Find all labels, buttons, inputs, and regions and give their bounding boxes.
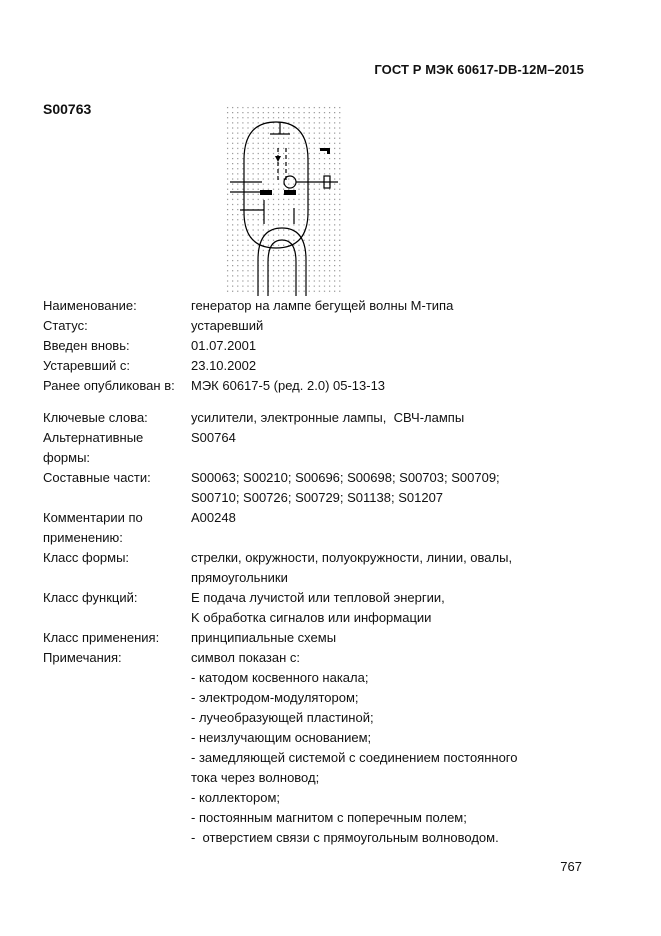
property-value [191, 356, 603, 376]
property-value-line: A00248 [191, 510, 236, 525]
properties-group-main [43, 296, 603, 396]
property-value [191, 336, 603, 356]
beam-plate [260, 190, 272, 195]
property-value-line: генератор на лампе бегущей волны М-типа [191, 298, 454, 313]
property-row [43, 468, 603, 508]
property-value-line: S00710; S00726; S00729; S01138; S01207 [191, 490, 444, 505]
property-label: Составные части: [43, 470, 151, 485]
property-value-line: символ показан с: [191, 650, 301, 665]
property-value-line: устаревший [191, 318, 264, 333]
property-label: Класс функций: [43, 590, 138, 605]
property-row [43, 588, 603, 628]
property-value-line: 01.07.2001 [191, 338, 257, 353]
property-value [191, 428, 603, 468]
property-value-line: E подача лучистой или тепловой энергии, [191, 590, 445, 605]
property-row [43, 648, 603, 848]
property-row [43, 296, 603, 316]
property-value-line: - электродом-модулятором; [191, 690, 359, 705]
property-value [191, 468, 603, 508]
property-row [43, 628, 603, 648]
property-value-line: - катодом косвенного накала; [191, 670, 369, 685]
properties-group-details [43, 408, 603, 848]
twt-generator-symbol [220, 100, 344, 296]
page-number: 767 [560, 859, 582, 874]
property-value-line: - неизлучающим основанием; [191, 730, 372, 745]
property-value-line: - отверстием связи с прямоугольным волноводом. [191, 830, 499, 845]
property-row [43, 356, 603, 376]
property-value-line: - коллектором; [191, 790, 281, 805]
property-value [191, 588, 603, 628]
beam-plate [284, 190, 296, 195]
standard-header: ГОСТ Р МЭК 60617-DB-12M–2015 [374, 62, 584, 77]
property-label: Класс формы: [43, 550, 130, 565]
property-value [191, 648, 603, 848]
property-value-line: - лучеобразующей пластиной; [191, 710, 374, 725]
property-label: Комментарии по применению: [43, 510, 143, 545]
property-value [191, 376, 603, 396]
property-label: Класс применения: [43, 630, 160, 645]
property-row [43, 316, 603, 336]
property-row [43, 408, 603, 428]
properties-table [43, 296, 603, 848]
property-value [191, 548, 603, 588]
property-value-line: K обработка сигналов или информации [191, 610, 432, 625]
property-value-line: стрелки, окружности, полуокружности, линии, овалы, [191, 550, 513, 565]
property-value-line: S00764 [191, 430, 236, 445]
property-row [43, 336, 603, 356]
property-label: Статус: [43, 318, 88, 333]
property-row [43, 548, 603, 588]
property-row [43, 428, 603, 468]
property-value [191, 628, 603, 648]
property-value-line: прямоугольники [191, 570, 288, 585]
property-value-line: 23.10.2002 [191, 358, 257, 373]
property-label: Устаревший с: [43, 358, 130, 373]
property-row [43, 508, 603, 548]
property-value-line: S00063; S00210; S00696; S00698; S00703; S00709; [191, 470, 500, 485]
property-label: Ключевые слова: [43, 410, 148, 425]
property-value [191, 296, 603, 316]
property-label: Ранее опубликован в: [43, 378, 175, 393]
property-value-line: усилители, электронные лампы, СВЧ-лампы [191, 410, 465, 425]
property-value-line: - постоянным магнитом с поперечным полем; [191, 810, 467, 825]
property-value [191, 316, 603, 336]
property-value-line: тока через волновод; [191, 770, 320, 785]
property-value-line: принципиальные схемы [191, 630, 337, 645]
property-value [191, 508, 603, 548]
property-label: Введен вновь: [43, 338, 130, 353]
property-label: Примечания: [43, 650, 122, 665]
property-row [43, 376, 603, 396]
property-label: Альтернативные формы: [43, 430, 144, 465]
property-value-line: - замедляющей системой с соединением постоянного [191, 750, 518, 765]
dot-grid [224, 104, 342, 294]
symbol-code: S00763 [43, 101, 92, 117]
property-label: Наименование: [43, 298, 137, 313]
property-value [191, 408, 603, 428]
property-value-line: МЭК 60617-5 (ред. 2.0) 05-13-13 [191, 378, 386, 393]
